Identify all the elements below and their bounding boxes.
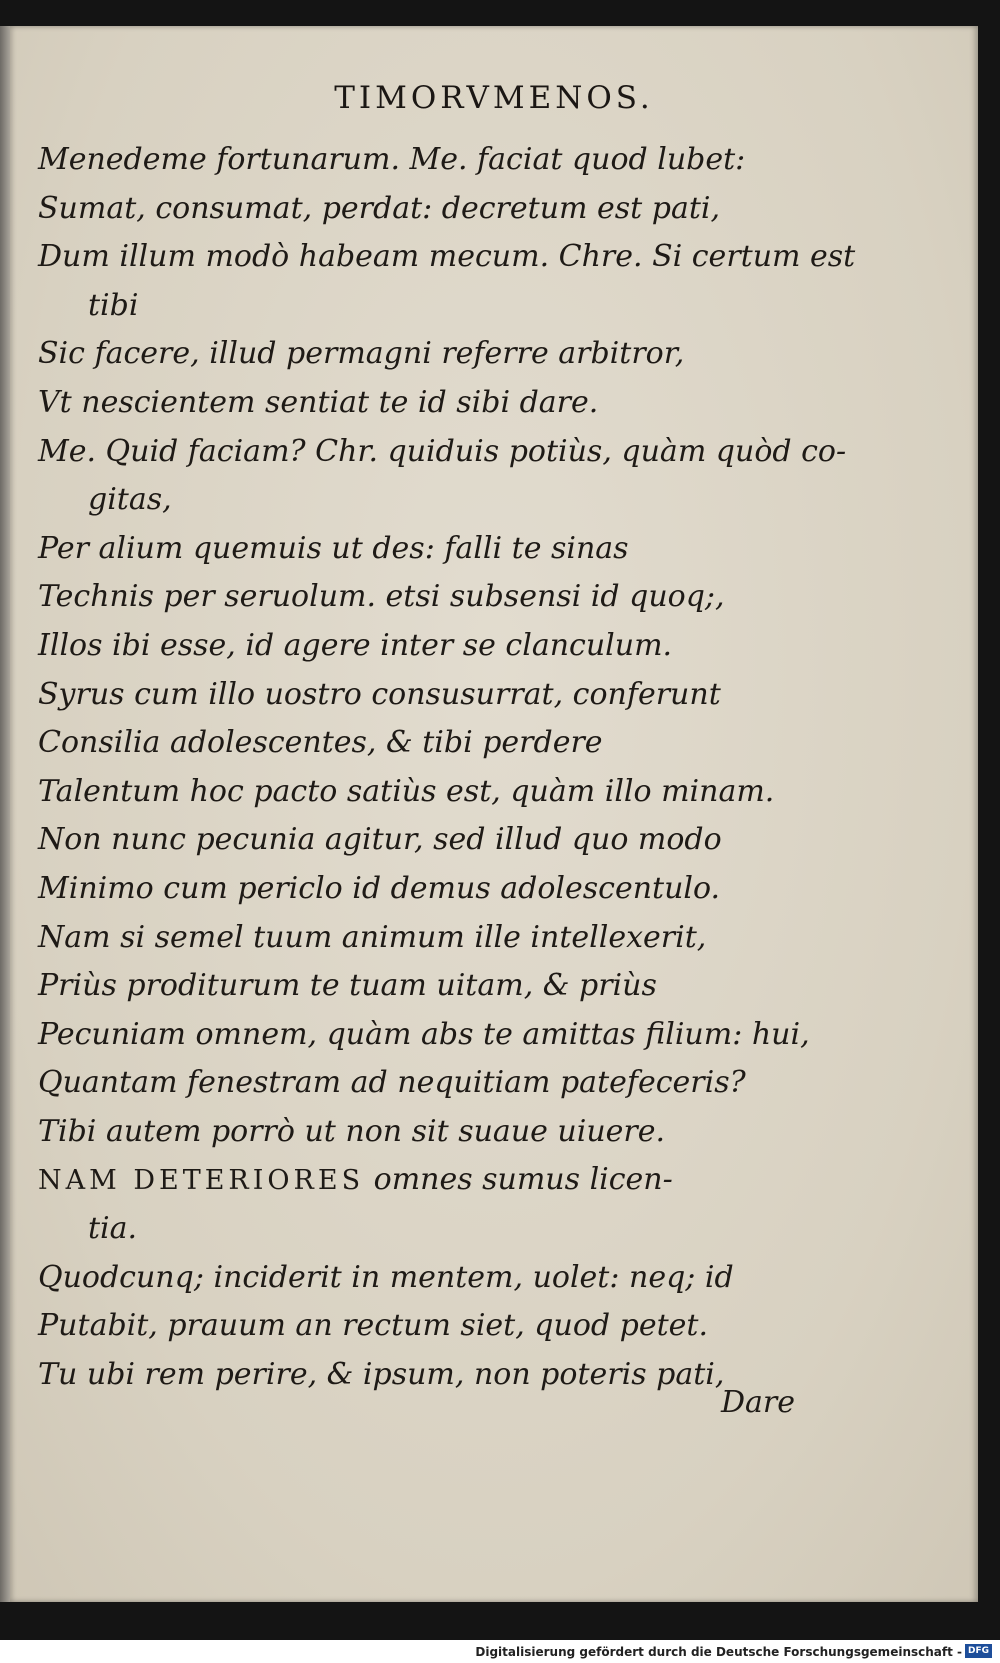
text-line: [38, 1059, 938, 1108]
text-line: [38, 622, 938, 671]
text-line: [38, 865, 938, 914]
text-line: [38, 962, 938, 1011]
book-page: [10, 26, 978, 1602]
text-line: [38, 428, 938, 477]
line-text: tia.: [88, 1211, 138, 1247]
text-line: [38, 1302, 938, 1351]
page-edge: [0, 26, 10, 1602]
line-text: Sumat, consumat, perdat: decretum est pati,: [38, 190, 721, 226]
small-caps-phrase: NAM DETERIORES: [38, 1165, 365, 1197]
text-line: [38, 233, 938, 282]
text-line: [38, 1011, 938, 1060]
line-text: Per alium quemuis ut des: falli te sinas: [38, 530, 629, 566]
line-text: Putabit, prauum an rectum siet, quod petet.: [38, 1308, 708, 1344]
line-text: tibi: [88, 287, 139, 323]
text-line: [38, 1351, 938, 1400]
text-line: [38, 768, 938, 817]
line-text: Non nunc pecunia agitur, sed illud quo modo: [38, 822, 722, 858]
text-line: [38, 914, 938, 963]
line-text: Dum illum modò habeam mecum. Chre. Si certum est: [38, 239, 856, 275]
line-text: omnes sumus licen-: [364, 1162, 673, 1198]
line-text: Vt nescientem sentiat te id sibi dare.: [38, 384, 599, 420]
catchword: Dare: [720, 1385, 795, 1420]
line-text: Sic facere, illud permagni referre arbitror,: [38, 336, 685, 372]
text-line: [38, 816, 938, 865]
line-text: Nam si semel tuum animum ille intellexerit,: [38, 919, 707, 955]
funding-notice: Digitalisierung gefördert durch die Deutsche Forschungsgemeinschaft -: [475, 1645, 962, 1659]
text-line: [38, 330, 938, 379]
text-line: [38, 573, 938, 622]
line-text: Syrus cum illo uostro consusurrat, conferunt: [38, 676, 721, 712]
verse-text: [38, 136, 938, 1399]
line-text: Quantam fenestram ad nequitiam patefeceris?: [38, 1065, 746, 1101]
text-line: [38, 671, 938, 720]
line-text: Quodcunq; inciderit in mentem, uolet: neq; id: [38, 1259, 734, 1295]
text-line: [38, 1205, 938, 1254]
line-text: Me. Quid faciam? Chr. quiduis potiùs, quàm quòd co-: [38, 433, 847, 469]
footer-bar: [0, 1640, 1000, 1663]
line-text: gitas,: [88, 482, 172, 518]
text-line: [38, 282, 938, 331]
line-text: Illos ibi esse, id agere inter se clanculum.: [38, 627, 673, 663]
line-text: Menedeme fortunarum. Me. faciat quod lubet:: [38, 142, 746, 177]
text-line: [38, 185, 938, 234]
running-head: TIMORVMENOS.: [334, 80, 654, 116]
line-text: Priùs proditurum te tuam uitam, & priùs: [38, 968, 657, 1004]
line-text: Tu ubi rem perire, & ipsum, non poteris pati,: [38, 1356, 725, 1392]
text-line: [38, 379, 938, 428]
text-line: [38, 719, 938, 768]
text-line: [38, 136, 938, 185]
text-line: [38, 1254, 938, 1303]
line-text: Pecuniam omnem, quàm abs te amittas filium: hui,: [38, 1016, 810, 1052]
text-line: [38, 1156, 938, 1205]
text-line: [38, 1108, 938, 1157]
line-text: Technis per seruolum. etsi subsensi id quoq;,: [38, 579, 725, 615]
line-text: Talentum hoc pacto satiùs est, quàm illo minam.: [38, 773, 775, 809]
text-line: [38, 525, 938, 574]
text-line: [38, 476, 938, 525]
line-text: Minimo cum periclo id demus adolescentulo.: [38, 870, 721, 906]
line-text: Tibi autem porrò ut non sit suaue uiuere.: [38, 1113, 666, 1149]
line-text: Consilia adolescentes, & tibi perdere: [38, 725, 603, 761]
dfg-logo: DFG: [965, 1644, 992, 1658]
